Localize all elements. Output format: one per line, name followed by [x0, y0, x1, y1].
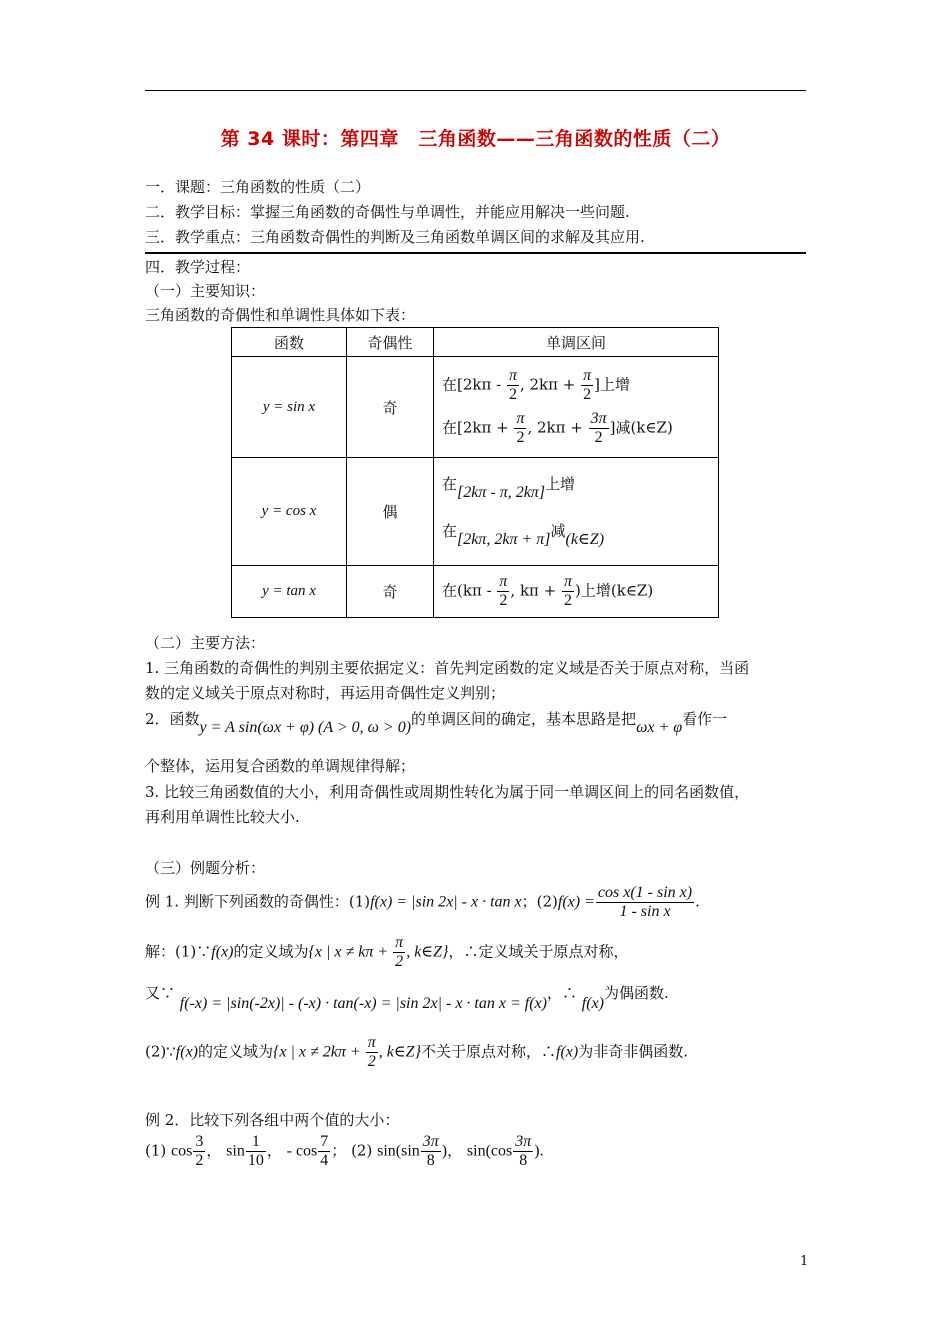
- ex1-fraction: $\frac{\text{cos x(1 - sin x)}}{\text{1 - sin x}}$: [597, 884, 693, 920]
- header-item-1: 一．课题：三角函数的性质（二）: [145, 178, 371, 196]
- example-2-heading: 例 2．比较下列各组中两个值的大小：: [145, 1111, 400, 1129]
- section-rule: [145, 252, 806, 254]
- method-1-line-1: 1. 三角函数的奇偶性的判别主要依据定义：首先判定函数的定义域是否关于原点对称，当函: [145, 659, 750, 677]
- interval-text: (k∈Z): [565, 530, 605, 548]
- fraction: $\frac{3\pi}{8}$: [422, 1133, 439, 1169]
- method-2-var: ωx + φ: [636, 719, 683, 736]
- interval-cell: [434, 357, 719, 458]
- example-2-items: (1) cos $\frac{3}{2}$ ， sin $\frac{1}{10}$ ， - cos $\frac{7}{4}$ ； (2) sin(sin $\frac{3\pi}{8}$ )， sin(cos $\frac{3\pi}{8}$ ).: [145, 1133, 544, 1169]
- method-2-line-1: 2．函数y = A sin(ωx + φ) (A > 0, ω > 0)的单调区间的确定，基本思路是把ωx + φ看作一: [145, 710, 728, 736]
- method-2-formula: y = A sin(ωx + φ) (A > 0, ω > 0): [199, 719, 412, 736]
- table-header-row: [232, 328, 719, 357]
- fraction: $\frac{\pi}{2}$: [395, 934, 404, 970]
- section-4-heading: 四．教学过程：: [145, 258, 251, 276]
- parity-cell: 偶: [347, 458, 434, 566]
- parity-cell: 奇: [347, 566, 434, 618]
- interval-cell: [434, 566, 719, 618]
- fraction: $\frac{7}{4}$: [320, 1133, 329, 1169]
- page-number: 1: [800, 1254, 809, 1269]
- table-row: [232, 566, 719, 618]
- fraction: $\frac{3\pi}{8}$: [515, 1133, 532, 1169]
- properties-table: [231, 327, 719, 618]
- fraction: $\frac{1}{10}$: [247, 1133, 264, 1169]
- interval-text: 在: [442, 521, 458, 540]
- interval-text: [2kπ, 2kπ + π]: [457, 530, 551, 548]
- interval-text: , kπ +: [510, 581, 562, 600]
- fraction: $\frac{\pi}{2}$: [564, 573, 573, 609]
- interval-text: 在[2kπ -: [442, 375, 506, 394]
- interval-text: 在[2kπ +: [442, 418, 514, 437]
- interval-text: 上增: [545, 474, 576, 493]
- interval-text: , 2kπ +: [527, 418, 588, 437]
- func-cell: y = cos x: [232, 458, 347, 566]
- interval-cell: [434, 458, 719, 566]
- func-cell: y = tan x: [232, 566, 347, 618]
- method-3-line-1: 3. 比较三角函数值的大小，利用奇偶性或周期性转化为属于同一单调区间上的同名函数值，: [145, 783, 750, 801]
- header-item-2: 二．教学目标：掌握三角函数的奇偶性与单调性，并能应用解决一些问题.: [145, 203, 630, 221]
- subsection-3-heading: （三）例题分析：: [145, 859, 266, 877]
- interval-text: )上增(k∈Z): [575, 581, 654, 600]
- header-item-3: 三．教学重点：三角函数奇偶性的判断及三角函数单调区间的求解及其应用.: [145, 228, 645, 246]
- parity-cell: 奇: [347, 357, 434, 458]
- table-intro: 三角函数的奇偶性和单调性具体如下表：: [145, 306, 416, 324]
- interval-text: [2kπ - π, 2kπ]: [457, 483, 546, 501]
- interval-text: 在: [442, 474, 458, 493]
- solution-1-line-1: 解：(1)∵f(x)的定义域为{x | x ≠ kπ + $\frac{\pi}{2}$ , k∈Z}，∴定义域关于原点对称，: [145, 934, 629, 970]
- page-title: 第 34 课时：第四章 三角函数——三角函数的性质（二）: [220, 128, 731, 150]
- fraction: $\frac{\pi}{2}$: [508, 367, 517, 403]
- interval-text: 在(kπ -: [442, 581, 497, 600]
- table-row: [232, 357, 719, 458]
- subsection-1-heading: （一）主要知识：: [145, 282, 266, 300]
- method-1-line-2: 数的定义域关于原点对称时，再运用奇偶性定义判别；: [145, 684, 506, 702]
- example-1: 例 1. 判断下列函数的奇偶性：(1)f(x) = |sin 2x| - x · tan x；(2)f(x) = $\frac{\text{cos x(1 - sin x)}}{\text{1 - sin x}}$ .: [145, 884, 700, 920]
- fraction: $\frac{\pi}{2}$: [499, 573, 508, 609]
- ex1-formula-1: f(x) = |sin 2x| - x · tan x: [370, 893, 522, 911]
- interval-text: ]上增: [594, 375, 630, 394]
- fraction: $\frac{\pi}{2}$: [516, 410, 525, 446]
- col-header-parity: 奇偶性: [347, 328, 434, 357]
- col-header-interval: 单调区间: [434, 328, 719, 357]
- solution-1-line-2: 又∵ f(-x) = |sin(-2x)| - (-x) · tan(-x) = |sin 2x| - x · tan x = f(x)，∴ f(x)为偶函数.: [145, 984, 669, 1012]
- solution-2: (2)∵f(x)的定义域为{x | x ≠ 2kπ + $\frac{\pi}{2}$ , k∈Z}不关于原点对称，∴f(x)为非奇非偶函数.: [145, 1034, 688, 1070]
- col-header-function: 函数: [232, 328, 347, 357]
- func-cell: y = sin x: [232, 357, 347, 458]
- ex1-formula-2: f(x) =: [557, 893, 595, 911]
- interval-text: 减: [550, 521, 566, 540]
- top-rule: [145, 90, 806, 91]
- interval-text: , 2kπ +: [519, 375, 581, 394]
- solution-1-formula: f(-x) = |sin(-2x)| - (-x) · tan(-x) = |sin 2x| - x · tan x = f(x): [179, 995, 547, 1012]
- fraction: $\frac{3\pi}{2}$: [590, 410, 607, 446]
- fraction: $\frac{\pi}{2}$: [367, 1034, 376, 1070]
- method-3-line-2: 再利用单调性比较大小.: [145, 808, 300, 826]
- interval-text: ]减(k∈Z): [609, 418, 673, 437]
- fraction: $\frac{\pi}{2}$: [583, 367, 592, 403]
- fraction: $\frac{3}{2}$: [195, 1133, 204, 1169]
- table-row: [232, 458, 719, 566]
- subsection-2-heading: （二）主要方法：: [145, 634, 266, 652]
- method-2-line-2: 个整体，运用复合函数的单调规律得解；: [145, 757, 416, 775]
